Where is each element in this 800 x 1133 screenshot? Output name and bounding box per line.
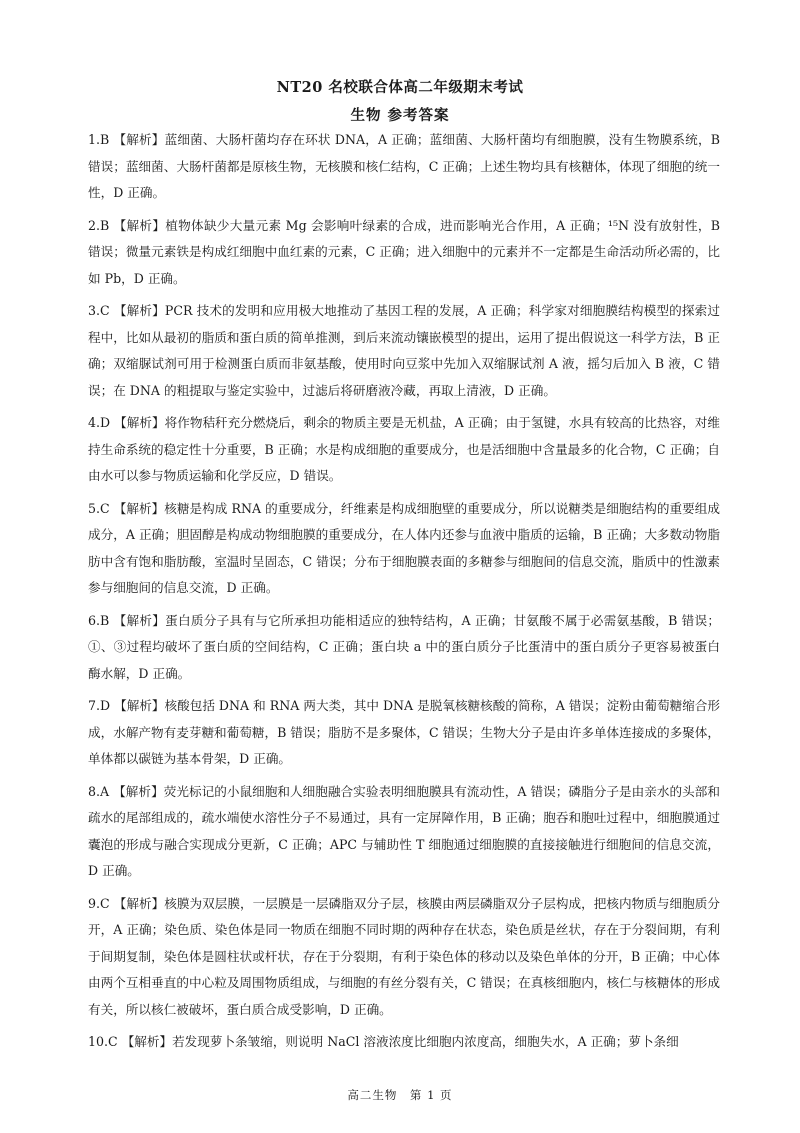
answer-item [88, 693, 720, 773]
analysis-tag: 【解析】 [114, 698, 165, 713]
answer-subtitle: 生物 参考答案 [350, 107, 450, 124]
answer-number: 7.D [88, 698, 111, 713]
answer-item [88, 1029, 720, 1056]
answer-text: 蛋白质分子具有与它所承担功能相适应的独特结构，A 正确；甘氨酸不属于必需氨基酸，B 错误；①、③过程均破坏了蛋白质的空间结构，C 正确；蛋白块 a 中的蛋白质分子比蛋清中的蛋白质分子更容易被蛋白酶水解，D 正确。 [88, 612, 721, 681]
answer-text: PCR 技术的发明和应用极大地推动了基因工程的发展，A 正确；科学家对细胞膜结构模型的探索过程中，比如从最初的脂质和蛋白质的简单推测，到后来流动镶嵌模型的提出，运用了提出假说这一科学方法，B 正确；双缩脲试剂可用于检测蛋白质而非氨基酸，使用时向豆浆中先加入双缩脲试剂 A 液，摇匀后加入 B 液，C 错误；在 DNA 的粗提取与鉴定实验中，过滤后将研磨液冷藏，再取上清液，D 正确。 [88, 303, 720, 398]
exam-title: NT20 名校联合体高二年级期末考试 [276, 79, 524, 96]
analysis-tag: 【解析】 [113, 217, 166, 233]
answer-item [88, 891, 720, 1024]
answer-text: 蓝细菌、大肠杆菌均存在环状 DNA，A 正确；蓝细菌、大肠杆菌均有细胞膜，没有生物膜系统，B 错误；蓝细菌、大肠杆菌都是原核生物，无核膜和核仁结构，C 正确；上述生物均具有核糖体，体现了细胞的统一性，D 正确。 [88, 132, 720, 200]
analysis-tag: 【解析】 [113, 895, 165, 911]
answer-number: 8.A [88, 783, 110, 799]
answer-number: 6.B [88, 612, 110, 628]
analysis-tag: 【解析】 [121, 1034, 173, 1049]
analysis-tag: 【解析】 [113, 612, 166, 628]
answer-text: 植物体缺少大量元素 Mg 会影响叶绿素的合成，进而影响光合作用，A 正确；¹⁵N 没有放射性，B 错误；微量元素铁是构成红细胞中血红素的元素，C 正确；进入细胞中的元素并不一定都是生命活动所必需的，比如 Pb，D 正确。 [88, 217, 721, 286]
answer-item [88, 608, 720, 688]
answer-number: 4.D [88, 415, 111, 430]
answer-number: 1.B [88, 132, 110, 147]
analysis-tag: 【解析】 [114, 415, 165, 430]
answer-item [88, 213, 720, 293]
answer-text: 核糖是构成 RNA 的重要成分，纤维素是构成细胞壁的重要成分，所以说糖类是细胞结构的重要组成成分，A 正确；胆固醇是构成动物细胞膜的重要成分，在人体内还参与血液中脂质的运输，B 正确；大多数动物脂肪中含有饱和脂肪酸，室温时呈固态，C 错误；分布于细胞膜表面的多糖参与细胞间的信息交流，脂质中的性激素参与细胞间的信息交流，D 正确。 [88, 500, 720, 595]
analysis-tag: 【解析】 [113, 303, 165, 318]
answer-number: 3.C [88, 303, 110, 318]
answer-number: 5.C [88, 500, 110, 516]
analysis-tag: 【解析】 [113, 783, 164, 799]
page-footer: 高二生物 第 1 页 [347, 1088, 453, 1102]
analysis-tag: 【解析】 [113, 132, 165, 147]
answer-text: 将作物秸秆充分燃烧后，剩余的物质主要是无机盐，A 正确；由于氢键，水具有较高的比热容，对维持生命系统的稳定性十分重要，B 正确；水是构成细胞的重要成分，也是活细胞中含量最多的化合物，C 正确；自由水可以参与物质运输和化学反应，D 错误。 [88, 415, 720, 483]
answer-text: 荧光标记的小鼠细胞和人细胞融合实验表明细胞膜具有流动性，A 错误；磷脂分子是由亲水的头部和疏水的尾部组成的，疏水端使水溶性分子不易通过，具有一定屏障作用，B 正确；胞吞和胞吐过程中，细胞膜通过囊泡的形成与融合实现成分更新，C 正确；APC 与辅助性 T 细胞通过细胞膜的直接接触进行细胞间的信息交流，D 正确。 [88, 783, 720, 878]
answer-number: 9.C [88, 895, 110, 911]
answer-item [88, 779, 720, 885]
answer-item [88, 496, 720, 602]
page-header [0, 76, 800, 125]
answer-text: 核酸包括 DNA 和 RNA 两大类，其中 DNA 是脱氧核糖核酸的简称，A 错误；淀粉由葡萄糖缩合形成，水解产物有麦芽糖和葡萄糖，B 错误；脂肪不是多聚体，C 错误；生物大分子是由许多单体连接成的多聚体，单体都以碳链为基本骨架，D 正确。 [88, 698, 720, 766]
answer-number: 2.B [88, 217, 110, 233]
answer-list [88, 127, 720, 1062]
analysis-tag: 【解析】 [113, 500, 165, 516]
answer-text: 若发现萝卜条皱缩，则说明 NaCl 溶液浓度比细胞内浓度高，细胞失水，A 正确；萝卜条细 [172, 1034, 679, 1049]
answer-item [88, 298, 720, 404]
answer-text: 核膜为双层膜，一层膜是一层磷脂双分子层，核膜由两层磷脂双分子层构成，把核内物质与细胞质分开，A 正确；染色质、染色体是同一物质在细胞不同时期的两种存在状态，染色质是丝状，存在于分裂间期，有利于间期复制，染色体是圆柱状或杆状，存在于分裂期，有利于染色体的移动以及染色单体的分开，B 正确；中心体由两个互相垂直的中心粒及周围物质组成，与细胞的有丝分裂有关，C 错误；在真核细胞内，核仁与核糖体的形成有关，所以核仁被破坏，蛋白质合成受影响，D 正确。 [88, 895, 720, 1017]
answer-item [88, 127, 720, 207]
answer-item [88, 410, 720, 490]
answer-number: 10.C [88, 1034, 118, 1049]
